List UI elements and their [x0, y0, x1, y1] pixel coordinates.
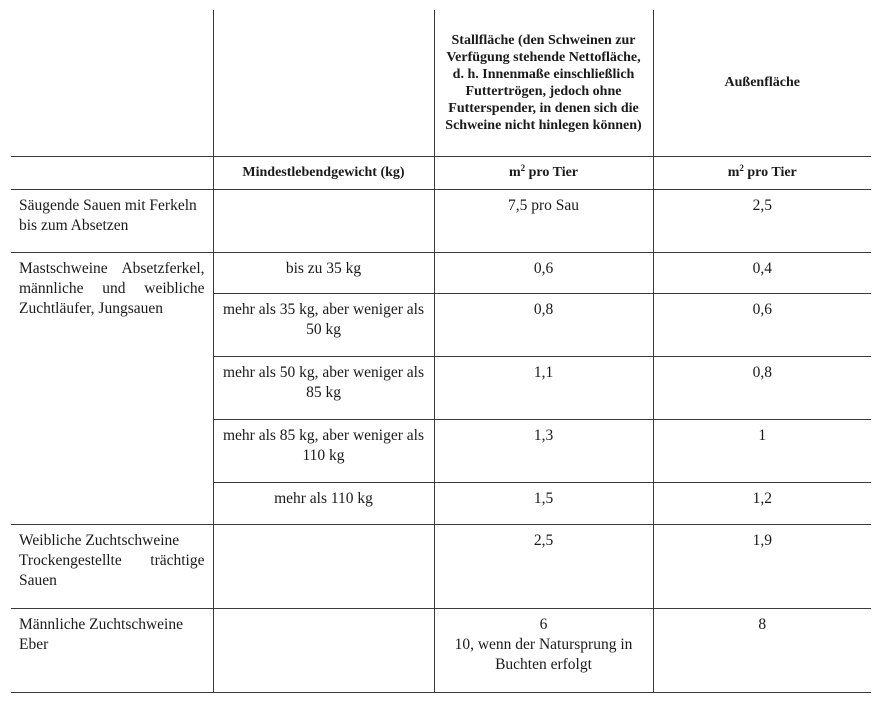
header-empty-2 — [213, 10, 434, 156]
subheader-empty — [11, 156, 213, 189]
weight-cell — [213, 524, 434, 608]
category-maennliche-zuchtschweine — [11, 608, 213, 692]
unit-prefix: m — [727, 164, 740, 180]
unit-suffix: pro Tier — [525, 164, 579, 180]
table-row — [11, 252, 871, 293]
unit-sup: 2 — [520, 162, 526, 173]
outdoor-value: 1,9 — [653, 524, 871, 608]
outdoor-value: 0,4 — [653, 252, 871, 293]
weight-cell: bis zu 35 kg — [213, 252, 434, 293]
stall-value: 1,3 — [434, 419, 653, 482]
subheader-row — [11, 156, 871, 189]
outdoor-value: 0,6 — [653, 293, 871, 356]
subheader-outdoor-unit — [653, 156, 871, 189]
unit-sup: 2 — [739, 162, 744, 173]
table-row — [11, 189, 871, 252]
weight-cell: mehr als 35 kg, aber weniger als 50 kg — [213, 293, 434, 356]
weight-cell: mehr als 50 kg, aber weniger als 85 kg — [213, 356, 434, 419]
outdoor-value: 8 — [653, 608, 871, 692]
outdoor-value: 0,8 — [653, 356, 871, 419]
weight-cell: mehr als 85 kg, aber weniger als 110 kg — [213, 419, 434, 482]
stall-value: 0,8 — [434, 293, 653, 356]
stall-value: 1,5 — [434, 482, 653, 524]
weight-cell — [213, 608, 434, 692]
category-mastschweine: Mastschweine Absetzferkel, männliche und weibliche Zuchtläufer, Jungsauen — [11, 252, 213, 524]
table-row — [11, 608, 871, 692]
stall-value: 1,1 — [434, 356, 653, 419]
header-row — [11, 10, 871, 156]
header-aussenflaeche: Außenfläche — [653, 10, 871, 156]
outdoor-value: 2,5 — [653, 189, 871, 252]
stall-value: 2,5 — [434, 524, 653, 608]
category-saeugende-sauen: Säugende Sauen mit Ferkeln bis zum Absetzen — [11, 189, 213, 252]
weight-cell — [213, 189, 434, 252]
stall-value-line: 6 — [539, 615, 548, 633]
header-empty-1 — [11, 10, 213, 156]
unit-suffix: pro Tier — [743, 164, 797, 180]
stall-value — [434, 608, 653, 692]
space-requirements-table — [11, 10, 871, 693]
category-line: Weibliche Zuchtschweine — [19, 531, 180, 549]
unit-prefix: m — [508, 164, 521, 180]
stall-value-note: 10, wenn der Natursprung in Buchten erfolgt — [454, 635, 633, 673]
category-line: Eber — [19, 635, 49, 653]
outdoor-value: 1 — [653, 419, 871, 482]
table-row — [11, 524, 871, 608]
subheader-weight: Mindestlebendgewicht (kg) — [213, 156, 434, 189]
stall-value: 7,5 pro Sau — [434, 189, 653, 252]
outdoor-value: 1,2 — [653, 482, 871, 524]
subheader-stall-unit — [434, 156, 653, 189]
category-line: Trockengestellte trächtige Sauen — [19, 551, 205, 589]
category-weibliche-zuchtschweine — [11, 524, 213, 608]
stall-value: 0,6 — [434, 252, 653, 293]
category-line: Männliche Zuchtschweine — [19, 615, 183, 633]
weight-cell: mehr als 110 kg — [213, 482, 434, 524]
header-stallflaeche: Stallfläche (den Schweinen zur Verfügung stehende Nettofläche, d. h. Innenmaße einschließlich Futtertrögen, jedoch ohne Futterspender, in denen sich die Schweine nicht hinlegen können) — [434, 10, 653, 156]
